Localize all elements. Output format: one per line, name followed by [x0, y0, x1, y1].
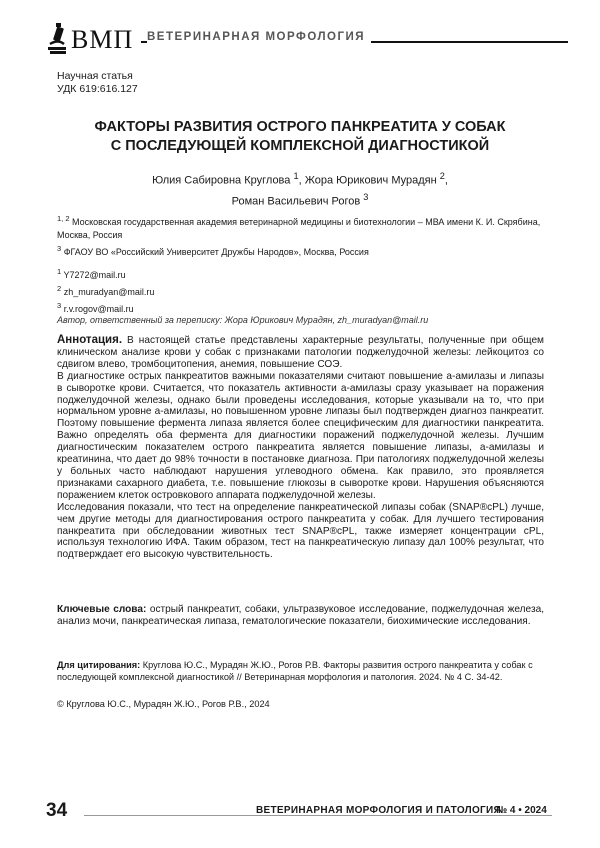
author-sup: 3 [363, 191, 369, 202]
email-link[interactable]: r.v.rogov@mail.ru [63, 304, 134, 314]
affiliation-text: Москва, Россия [57, 230, 123, 240]
journal-header [47, 22, 568, 56]
udc-code: УДК 619:616.127 [57, 83, 138, 95]
email-link[interactable]: Y7272@mail.ru [63, 270, 126, 280]
abstract-text: В настоящей статье представлены характерные результаты, полученные при общем клиническом анализе крови у собак с признаками патологии поджелудочной железы: лейкоцитоз со сдвигом влево, тромбоцитопения, анемия, повышение СОЭ. [57, 335, 544, 370]
article-type: Научная статья [57, 70, 133, 82]
email-sup: 1 [57, 267, 62, 276]
email-list [57, 265, 154, 316]
article-meta [57, 70, 138, 96]
affiliation-text: Московская государственная академия ветеринарной медицины и биотехнологии – МВА имени К. И. Скрябина, [72, 217, 541, 227]
title-line-1: ФАКТОРЫ РАЗВИТИЯ ОСТРОГО ПАНКРЕАТИТА У СОБАК [94, 119, 506, 135]
corresponding-author: Автор, ответственный за переписку: Жора Юрикович Мурадян, zh_muradyan@mail.ru [57, 315, 429, 325]
copyright: © Круглова Ю.С., Мурадян Ж.Ю., Рогов Р.В., 2024 [57, 699, 270, 709]
author-sup: 2 [439, 171, 445, 181]
author-name: Юлия Сабировна Круглова [152, 174, 291, 187]
abstract-paragraph-2: В диагностике острых панкреатитов важными показателями считают повышение а-амилазы и липазы в сыворотке крови. Считается, что показатель активности а-амилазы сразу указывает на поражения поджелудочной железы, однако были проведены исследования, которые указывали на то, что при нормальном уровне а-амилазы, но повышенном уровне липазы был подтвержден диагноз панкреатит. Поэтому повышение фермента липаза является более специфическим для диагностики панкреатита. Важно определять оба фермента для диагностики поражений поджелудочной железы. Лучшим диагностическим показателем острого панкреатита является повышение липазы, а-амилазы и креатинина, что дает до 98% точности в постановке диагноза. При патологиях поджелудочной железы у больных часто наблюдают нарушения углеводного обмена. Как правило, это проявляется признаками сахарного диабета, т.е. повышение глюкозы в сыворотке крови. Нарушения объясняются поражением клеток островкового аппарата поджелудочной железы. [57, 370, 544, 501]
keywords-heading: Ключевые слова: [57, 604, 147, 615]
affiliation-sup: 1, 2 [57, 214, 70, 223]
title-line-2: С ПОСЛЕДУЮЩЕЙ КОМПЛЕКСНОЙ ДИАГНОСТИКОЙ [110, 138, 490, 154]
keywords-text: острый панкреатит, собаки, ультразвуковое исследование, поджелудочная железа, анализ мочи, панкреатическая липаза, гематологические показатели, биохимические исследования. [57, 604, 544, 628]
article-title [57, 118, 543, 156]
citation-heading: Для цитирования: [57, 660, 141, 670]
journal-title: ВЕТЕРИНАРНАЯ МОРФОЛОГИЯ [147, 31, 371, 43]
journal-logo-text: ВМП [71, 25, 134, 54]
abstract-paragraph-1 [57, 335, 544, 371]
author-sup: 1 [293, 171, 299, 181]
email-sup: 3 [57, 301, 62, 310]
citation-text: Круглова Ю.С., Мурадян Ж.Ю., Рогов Р.В. Факторы развития острого панкреатита у собак с последующей комплексной диагностикой // Ветеринарная морфология и патология. 2024. № 4 С. 34-42. [57, 660, 533, 683]
author-list: Юлия Сабировна Круглова $^1$, Жора Юрикович Мурадян $^2$, Роман Васильевич Рогов $^3$ [152, 171, 448, 208]
abstract [57, 335, 544, 561]
affiliations [57, 212, 547, 259]
affiliation-sup: 3 [57, 244, 62, 253]
microscope-icon [47, 22, 69, 56]
abstract-paragraph-3: Исследования показали, что тест на определение панкреатической липазы собак (SNAP®cPL) лучше, чем другие методы для диагностирования острого панкреатита у собак. Для лучшего тестирования панкреатита при обследовании животных тест SNAP®cPL, также измеряет концентрации cPL, используя технологию ИФА. Таким образом, тест на панкреатическую липазу дал 100% результат, что подтверждает его высокую чувствительность. [57, 501, 544, 561]
email-sup: 2 [57, 284, 62, 293]
keywords [57, 604, 544, 628]
affiliation-text: ФГАОУ ВО «Российский Университет Дружбы Народов», Москва, Россия [63, 247, 369, 257]
abstract-heading: Аннотация. [57, 334, 123, 346]
footer-journal-title: ВЕТЕРИНАРНАЯ МОРФОЛОГИЯ И ПАТОЛОГИЯ [256, 805, 501, 816]
author-name: Жора Юрикович Мурадян [304, 174, 437, 187]
author-name: Роман Васильевич Рогов [231, 195, 361, 208]
email-link[interactable]: zh_muradyan@mail.ru [63, 287, 155, 297]
citation [57, 659, 544, 684]
footer-issue: № 4 • 2024 [496, 805, 547, 816]
page-number: 34 [46, 800, 68, 821]
